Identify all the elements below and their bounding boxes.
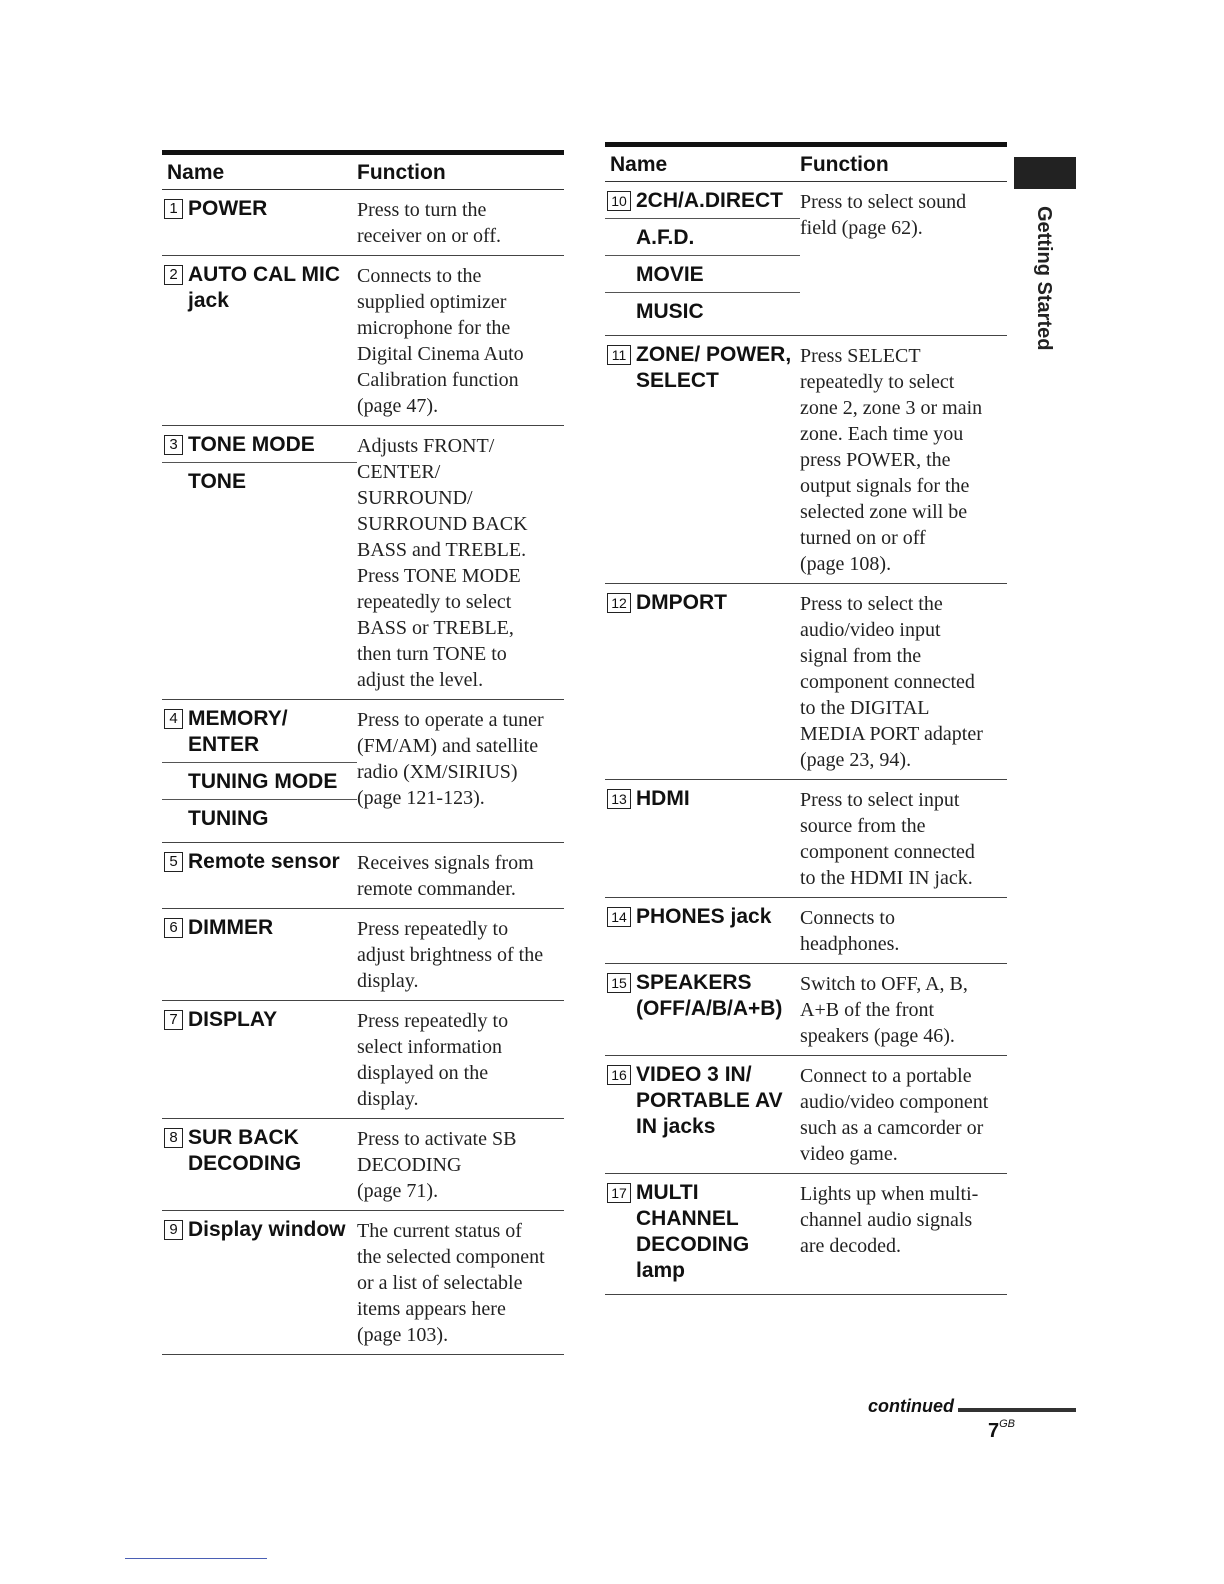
table-row <box>605 584 1007 780</box>
table-row <box>605 1174 1007 1295</box>
control-names <box>605 1060 800 1167</box>
callout-number: 4 <box>164 709 183 729</box>
table-row <box>162 426 564 700</box>
control-name: 16 VIDEO 3 IN/ PORTABLE AV IN jacks <box>605 1060 800 1144</box>
control-name: 6 DIMMER <box>162 913 357 945</box>
function-description: Press to activate SB DECODING (page 71). <box>357 1128 517 1202</box>
function-description: Press to select the audio/video input signal from the component connected to the DIGITAL MEDIA PORT adapter (page 23, 94). <box>800 593 983 771</box>
control-names <box>605 340 800 577</box>
callout-number: 11 <box>607 345 631 365</box>
control-name: 9 Display window <box>162 1215 357 1247</box>
control-name: 10 2CH/A.DIRECT <box>605 186 800 218</box>
control-names <box>162 1005 357 1112</box>
continued-label: continued <box>868 1396 954 1416</box>
table-header <box>605 147 1007 182</box>
callout-number: 17 <box>607 1183 631 1203</box>
control-name: 8 SUR BACK DECODING <box>162 1123 357 1181</box>
control-name: 15 SPEAKERS (OFF/A/B/A+B) <box>605 968 800 1026</box>
table-row <box>605 336 1007 584</box>
section-tab-label: Getting Started <box>1033 206 1055 351</box>
table-row <box>162 843 564 909</box>
function-description: Press repeatedly to adjust brightness of the display. <box>357 918 544 992</box>
control-name: 3 TONE MODE <box>162 430 357 462</box>
function-description: Connect to a portable audio/video component such as a camcorder or video game. <box>800 1065 989 1165</box>
header-function: Function <box>800 153 889 176</box>
callout-number: 10 <box>607 191 631 211</box>
callout-number: 16 <box>607 1065 631 1085</box>
left-table <box>162 150 564 1355</box>
callout-number: 7 <box>164 1010 183 1030</box>
callout-number: 3 <box>164 435 183 455</box>
table-header <box>162 155 564 190</box>
function-description: Press repeatedly to select information displayed on the display. <box>357 1010 509 1110</box>
function-description: Lights up when multi- channel audio signals are decoded. <box>800 1183 979 1257</box>
control-names <box>162 430 357 693</box>
function-description: The current status of the selected component or a list of selectable items appears here (page 103). <box>357 1220 545 1346</box>
function-description: Press to operate a tuner (FM/AM) and satellite radio (XM/SIRIUS) (page 121-123). <box>357 709 544 809</box>
table-row <box>162 1211 564 1355</box>
control-names <box>605 902 800 957</box>
continued-rule <box>958 1408 1076 1412</box>
right-table <box>605 142 1007 1295</box>
section-tab-marker <box>1014 157 1076 189</box>
callout-number: 13 <box>607 789 631 809</box>
table-row <box>605 898 1007 964</box>
control-names <box>162 704 357 836</box>
table-row <box>605 182 1007 336</box>
callout-number: 15 <box>607 973 631 993</box>
control-name: 14 PHONES jack <box>605 902 800 934</box>
control-names <box>162 1123 357 1204</box>
function-description: Press to turn the receiver on or off. <box>357 199 502 247</box>
control-name: 13 HDMI <box>605 784 800 816</box>
function-description: Adjusts FRONT/ CENTER/ SURROUND/ SURROUND BACK BASS and TREBLE. Press TONE MODE repeatedly to select BASS or TREBLE, then turn TONE to adjust the level. <box>357 435 528 691</box>
table-row <box>605 780 1007 898</box>
control-name: 7 DISPLAY <box>162 1005 357 1037</box>
function-description: Press to select input source from the component connected to the HDMI IN jack. <box>800 789 975 889</box>
function-description: Connects to the supplied optimizer microphone for the Digital Cinema Auto Calibration function (page 47). <box>357 265 524 417</box>
control-name: 12 DMPORT <box>605 588 800 620</box>
table-row <box>162 256 564 426</box>
function-description: Press to select sound field (page 62). <box>800 191 967 239</box>
control-name: 1 POWER <box>162 194 357 226</box>
control-name: TUNING <box>162 799 357 836</box>
function-description: Receives signals from remote commander. <box>357 852 534 900</box>
function-description: Press SELECT repeatedly to select zone 2, zone 3 or main zone. Each time you press POWER, the output signals for the selected zone will be turned on or off (page 108). <box>800 345 983 575</box>
left-table-body <box>162 190 564 1355</box>
header-function: Function <box>357 161 446 184</box>
page-number: $7_{GB}$ <box>988 1418 1016 1442</box>
function-description: Connects to headphones. <box>800 907 900 955</box>
control-name: MUSIC <box>605 292 800 329</box>
control-names <box>162 194 357 249</box>
callout-number: 8 <box>164 1128 183 1148</box>
control-names <box>605 968 800 1049</box>
footnote-rule <box>125 1558 267 1559</box>
table-row <box>605 964 1007 1056</box>
callout-number: 6 <box>164 918 183 938</box>
control-names <box>605 1178 800 1288</box>
callout-number: 2 <box>164 265 183 285</box>
callout-number: 5 <box>164 852 183 872</box>
control-names <box>605 186 800 329</box>
right-table-body <box>605 182 1007 1295</box>
table-row <box>162 909 564 1001</box>
control-name: TUNING MODE <box>162 762 357 799</box>
control-name: 11 ZONE/ POWER, SELECT <box>605 340 800 398</box>
callout-number: 9 <box>164 1220 183 1240</box>
control-name: A.F.D. <box>605 218 800 255</box>
header-name: Name <box>610 153 668 176</box>
function-description: Switch to OFF, A, B, A+B of the front speakers (page 46). <box>800 973 968 1047</box>
header-name: Name <box>167 161 225 184</box>
control-name: MOVIE <box>605 255 800 292</box>
control-names <box>162 1215 357 1348</box>
control-names <box>605 588 800 773</box>
table-row <box>162 1001 564 1119</box>
control-name: 4 MEMORY/ ENTER <box>162 704 357 762</box>
control-name: TONE <box>162 462 357 499</box>
table-row <box>605 1056 1007 1174</box>
control-name: 2 AUTO CAL MIC jack <box>162 260 357 318</box>
callout-number: 1 <box>164 199 183 219</box>
callout-number: 14 <box>607 907 631 927</box>
control-name: 5 Remote sensor <box>162 847 357 879</box>
control-names <box>162 913 357 994</box>
callout-number: 12 <box>607 593 631 613</box>
control-name: 17 MULTI CHANNEL DECODING lamp <box>605 1178 800 1288</box>
table-row <box>162 700 564 843</box>
control-names <box>162 847 357 902</box>
control-names <box>162 260 357 419</box>
control-names <box>605 784 800 891</box>
table-row <box>162 190 564 256</box>
table-row <box>162 1119 564 1211</box>
